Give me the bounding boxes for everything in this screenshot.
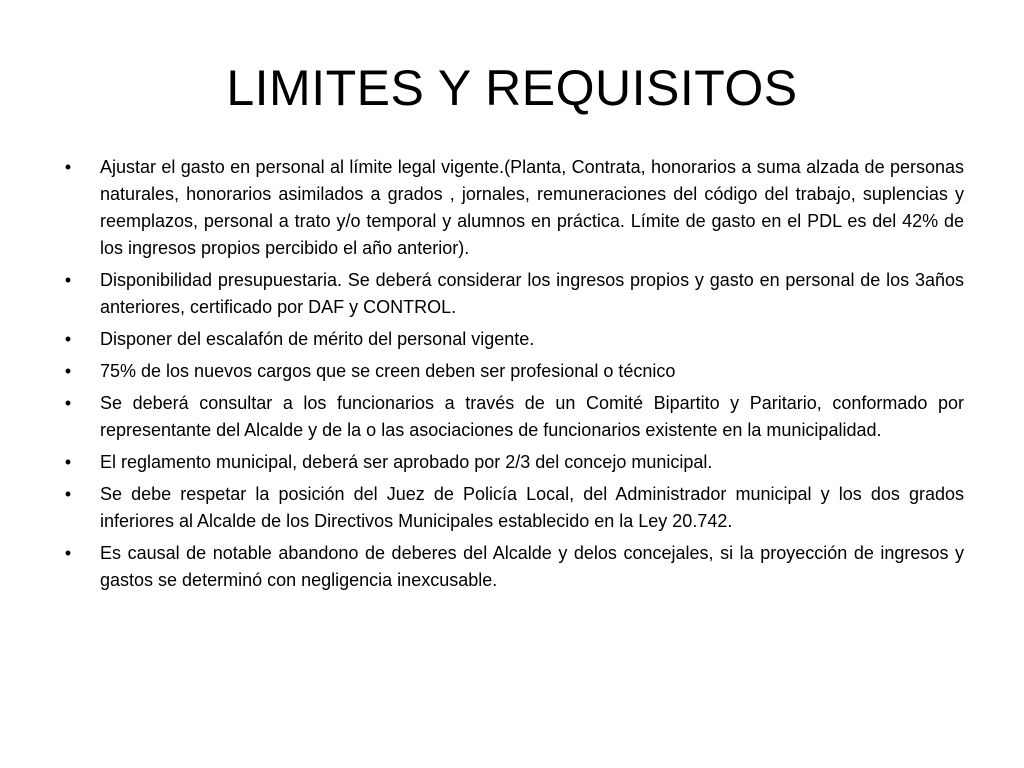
list-item xyxy=(62,358,964,385)
bullet-text: Disponer del escalafón de mérito del personal vigente. xyxy=(100,329,535,349)
list-item xyxy=(62,326,964,353)
bullet-marker: • xyxy=(64,157,72,177)
list-item xyxy=(62,267,964,321)
bullet-text: Es causal de notable abandono de deberes del Alcalde y delos concejales, si la proyección de ingresos y gastos se determinó con negligencia inexcusable. xyxy=(100,543,964,590)
bullet-marker: • xyxy=(64,270,72,290)
slide-title: LIMITES Y REQUISITOS xyxy=(226,60,798,116)
bullet-marker: • xyxy=(64,329,72,349)
bullet-text: Ajustar el gasto en personal al límite legal vigente.(Planta, Contrata, honorarios a suma alzada de personas naturales, honorarios asimilados a grados , jornales, remuneraciones del código del trabajo, suplencias y reemplazos, personal a trato y/o temporal y alumnos en práctica. Límite de gasto en el PDL es del 42% de los ingresos propios percibido el año anterior). xyxy=(100,157,964,258)
list-item xyxy=(62,154,964,262)
bullet-marker: • xyxy=(64,393,72,413)
bullet-text: 75% de los nuevos cargos que se creen deben ser profesional o técnico xyxy=(100,361,676,381)
bullet-text: Se debe respetar la posición del Juez de Policía Local, del Administrador municipal y los dos grados inferiores al Alcalde de los Directivos Municipales establecido en la Ley 20.742. xyxy=(100,484,964,531)
list-item xyxy=(62,449,964,476)
bullet-text: Disponibilidad presupuestaria. Se deberá considerar los ingresos propios y gasto en personal de los 3años anteriores, certificado por DAF y CONTROL. xyxy=(100,270,964,317)
bullet-text: El reglamento municipal, deberá ser aprobado por 2/3 del concejo municipal. xyxy=(100,452,713,472)
list-item xyxy=(62,390,964,444)
bullet-marker: • xyxy=(64,452,72,472)
bullet-text: Se deberá consultar a los funcionarios a través de un Comité Bipartito y Paritario, conformado por representante del Alcalde y de la o las asociaciones de funcionarios existente en la municipalidad. xyxy=(100,393,964,440)
bullet-marker: • xyxy=(64,361,72,381)
list-item xyxy=(62,481,964,535)
bullet-marker: • xyxy=(64,543,72,563)
list-item xyxy=(62,540,964,594)
bullet-marker: • xyxy=(64,484,72,504)
bullet-list xyxy=(62,154,964,599)
